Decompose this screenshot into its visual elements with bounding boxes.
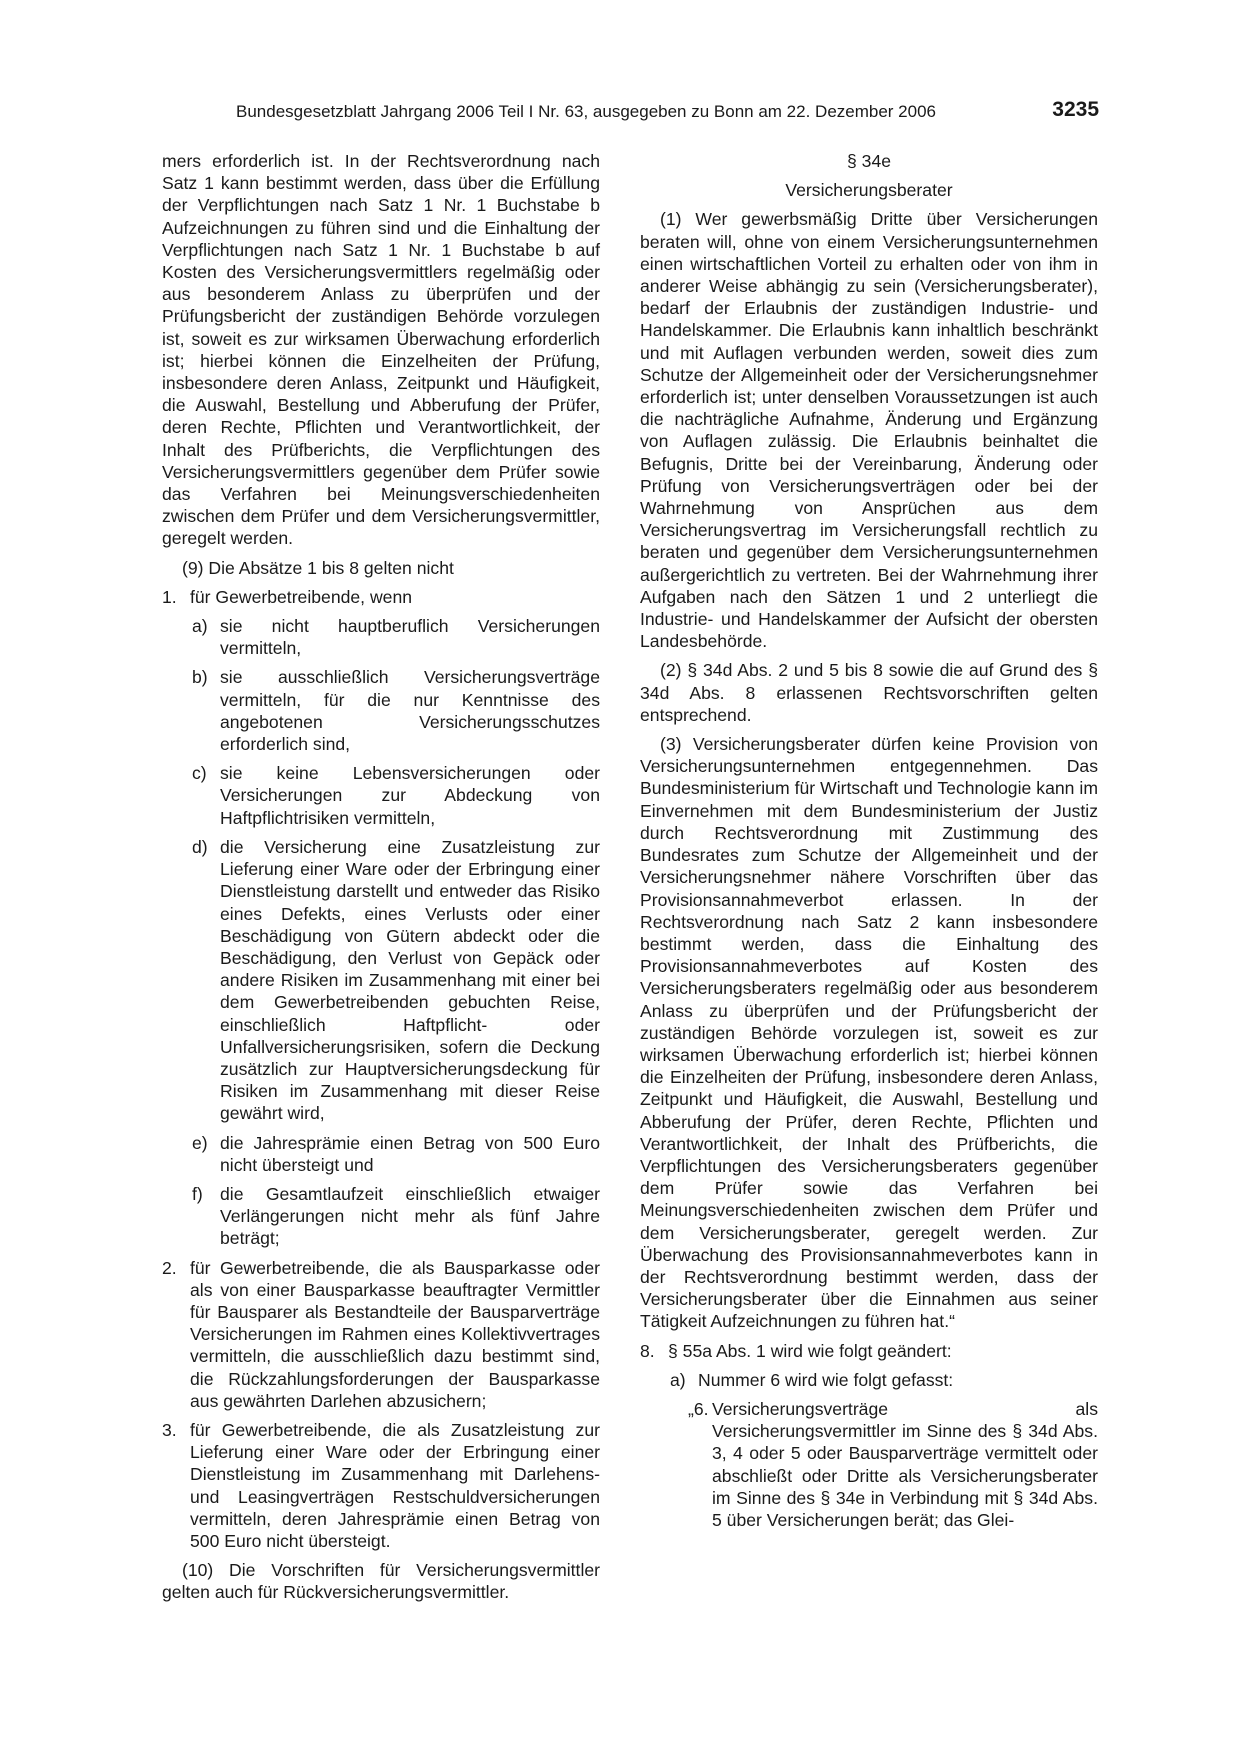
header-title: Bundesgesetzblatt Jahrgang 2006 Teil I Nr. 63, ausgegeben zu Bonn am 22. Dezember 2006 <box>236 102 936 121</box>
list-text: für Gewerbetreibende, die als Bausparkasse oder als von einer Bausparkasse beauftragter Vermittler für Bausparer als Bestandteile der Bausparverträge Versicherungen im Rahmen eines Kollektivvertrages vermitteln, die ausschließlich dazu bestimmt sind, die Rückzahlungsforderungen der Bausparkasse aus gewährten Darlehen abzusichern; <box>190 1257 600 1411</box>
list-item <box>162 1419 600 1552</box>
paragraph-3: (3) Versicherungsberater dürfen keine Provision von Versicherungsunternehmen entgegennehmen. Das Bundesministerium für Wirtschaft und Technologie kann im Einvernehmen mit dem Bundesministerium der Justiz durch Rechtsverordnung mit Zustimmung des Bundesrates zum Schutze der Allgemeinheit und der Versicherungsnehmer nähere Vorschriften über das Provisionsannahmeverbot erlassen. In der Rechtsverordnung nach Satz 2 kann insbesondere bestimmt werden, dass die Einhaltung des Provisionsannahmeverbotes auf Kosten des Versicherungsberaters regelmäßig oder aus besonderem Anlass zu überprüfen und der Prüfungsbericht der zuständigen Behörde vorzulegen ist, soweit es zur wirksamen Überwachung erforderlich ist; hierbei können die Einzelheiten der Prüfung, insbesondere deren Anlass, Zeitpunkt und Häufigkeit, die Auswahl, Bestellung und Abberufung der Prüfer, deren Rechte, Pflichten und Verantwortlichkeit, der Inhalt des Prüfberichts, die Verpflichtungen des Versicherungsberaters gegenüber dem Prüfer sowie das Verfahren bei Meinungsverschiedenheiten zwischen dem Prüfer und dem Versicherungsberater, geregelt werden. Zur Überwachung des Provisionsannahmeverbotes kann in der Rechtsverordnung bestimmt werden, dass der Versicherungsberater über die Einnahmen aus seiner Tätigkeit Aufzeichnungen zu führen hat.“ <box>640 734 1098 1332</box>
list-item <box>640 1369 1098 1391</box>
list-item <box>162 615 600 659</box>
page-number: 3235 <box>1052 98 1099 121</box>
list-text: die Jahresprämie einen Betrag von 500 Euro nicht übersteigt und <box>220 1132 600 1175</box>
list-text: sie keine Lebensversicherungen oder Versicherungen zur Abdeckung von Haftpflichtrisiken vermitteln, <box>220 763 600 828</box>
list-marker: c) <box>192 763 207 784</box>
list-item <box>640 1398 1098 1531</box>
right-column <box>640 150 1098 1538</box>
list-text: die Gesamtlaufzeit einschließlich etwaiger Verlängerungen nicht mehr als fünf Jahre beträgt; <box>220 1183 600 1249</box>
section-number: § 34e <box>846 151 892 171</box>
list-item <box>162 836 600 1125</box>
list-text: sie nicht hauptberuflich Versicherungen vermitteln, <box>220 616 600 659</box>
list-marker: f) <box>192 1183 203 1204</box>
list-text: Versicherungsverträge als Versicherungsvermittler im Sinne des § 34d Abs. 3, 4 oder 5 oder Bausparverträge vermittelt oder abschließt oder Dritte als Versicherungsberater im Sinne des § 34e in Verbindung mit § 34d Abs. 5 über Versicherungen berät; das Glei- <box>712 1398 1098 1530</box>
list-item <box>162 666 600 755</box>
list-marker: „6. <box>688 1398 709 1419</box>
list-item <box>162 1132 600 1176</box>
list-text: sie ausschließlich Versicherungsverträge vermitteln, für die nur Kenntnisse des angebotenen Versicherungsschutzes erforderlich sind, <box>220 667 600 755</box>
paragraph-10: (10) Die Vorschriften für Versicherungsvermittler gelten auch für Rückversicherungsvermittler. <box>162 1560 600 1603</box>
list-item <box>162 1183 600 1250</box>
list-text: die Versicherung eine Zusatzleistung zur Lieferung einer Ware oder der Erbringung einer Dienstleistung darstellt und entweder das Risiko eines Defekts, eines Verlusts oder einer Beschädigung von Gütern abdeckt oder die Beschädigung, den Verlust von Gepäck oder andere Risiken im Zusammenhang mit einer bei dem Gewerbetreibenden gebuchten Reise, einschließlich Haftpflicht- oder Unfallversicherungsrisiken, sofern die Deckung zusätzlich zur Hauptversicherungsdeckung für Risiken im Zusammenhang mit dieser Reise gewährt wird, <box>220 836 600 1124</box>
left-column <box>162 150 600 1611</box>
paragraph-continuation: mers erforderlich ist. In der Rechtsverordnung nach Satz 1 kann bestimmt werden, dass über die Erfüllung der Verpflichtungen nach Satz 1 Nr. 1 Buchstabe b Aufzeichnungen zu führen sind und die Einhaltung der Verpflichtungen nach Satz 1 Nr. 1 Buchstabe b auf Kosten des Versicherungsvermittlers regelmäßig oder aus besonderem Anlass zu überprüfen und der Prüfungsbericht der zuständigen Behörde vorzulegen ist, soweit es zur wirksamen Überwachung erforderlich ist; hierbei können die Einzelheiten der Prüfung, insbesondere deren Anlass, Zeitpunkt und Häufigkeit, die Auswahl, Bestellung und Abberufung der Prüfer, deren Rechte, Pflichten und Verantwortlichkeit, der Inhalt des Prüfberichts, die Verpflichtungen des Versicherungsvermittlers gegenüber dem Prüfer sowie das Verfahren bei Meinungsverschiedenheiten zwischen dem Prüfer und dem Versicherungsvermittler, geregelt werden. <box>162 151 600 549</box>
list-marker: d) <box>192 836 208 857</box>
list-marker: e) <box>192 1132 208 1153</box>
list-marker: a) <box>192 616 208 637</box>
list-text: § 55a Abs. 1 wird wie folgt geändert: <box>668 1340 952 1361</box>
list-marker: a) <box>670 1369 686 1390</box>
list-text: für Gewerbetreibende, wenn <box>190 586 413 607</box>
list-text: für Gewerbetreibende, die als Zusatzleistung zur Lieferung einer Ware oder der Erbringung einer Dienstleistung im Zusammenhang mit Darlehens- und Leasingverträgen Restschuldversicherungen vermitteln, deren Jahresprämie einen Betrag von 500 Euro nicht übersteigt. <box>190 1419 600 1551</box>
list-marker: 3. <box>162 1419 177 1440</box>
list-item <box>162 1257 600 1412</box>
list-marker: 8. <box>640 1340 655 1361</box>
list-marker: 1. <box>162 586 177 607</box>
list-marker: b) <box>192 667 208 688</box>
paragraph-9: (9) Die Absätze 1 bis 8 gelten nicht <box>182 557 454 578</box>
paragraph-2: (2) § 34d Abs. 2 und 5 bis 8 sowie die auf Grund des § 34d Abs. 8 erlassenen Rechtsvorschriften gelten entsprechend. <box>640 660 1098 725</box>
list-item <box>162 762 600 829</box>
list-item <box>162 586 600 608</box>
list-marker: 2. <box>162 1257 177 1278</box>
paragraph-1: (1) Wer gewerbsmäßig Dritte über Versicherungen beraten will, ohne von einem Versicherungsunternehmen einen wirtschaftlichen Vorteil zu erhalten oder von ihm in anderer Weise abhängig zu sein (Versicherungsberater), bedarf der Erlaubnis der zuständigen Industrie- und Handelskammer. Die Erlaubnis kann inhaltlich beschränkt und mit Auflagen verbunden werden, soweit dies zum Schutze der Allgemeinheit oder der Versicherungsnehmer erforderlich ist; unter denselben Voraussetzungen ist auch die nachträgliche Aufnahme, Änderung und Ergänzung von Auflagen zulässig. Die Erlaubnis beinhaltet die Befugnis, Dritte bei der Vereinbarung, Änderung oder Prüfung von Versicherungsverträgen oder bei der Wahrnehmung von Ansprüchen aus dem Versicherungsvertrag im Versicherungsfall rechtlich zu beraten und gegenüber dem Versicherungsunternehmen außergerichtlich zu vertreten. Bei der Wahrnehmung ihrer Aufgaben nach den Sätzen 1 und 2 unterliegt die Industrie- und Handelskammer der Aufsicht der obersten Landesbehörde. <box>640 209 1098 652</box>
page-header <box>162 96 1099 130</box>
list-item <box>640 1340 1098 1362</box>
section-title: Versicherungsberater <box>785 180 953 201</box>
list-text: Nummer 6 wird wie folgt gefasst: <box>698 1369 954 1390</box>
